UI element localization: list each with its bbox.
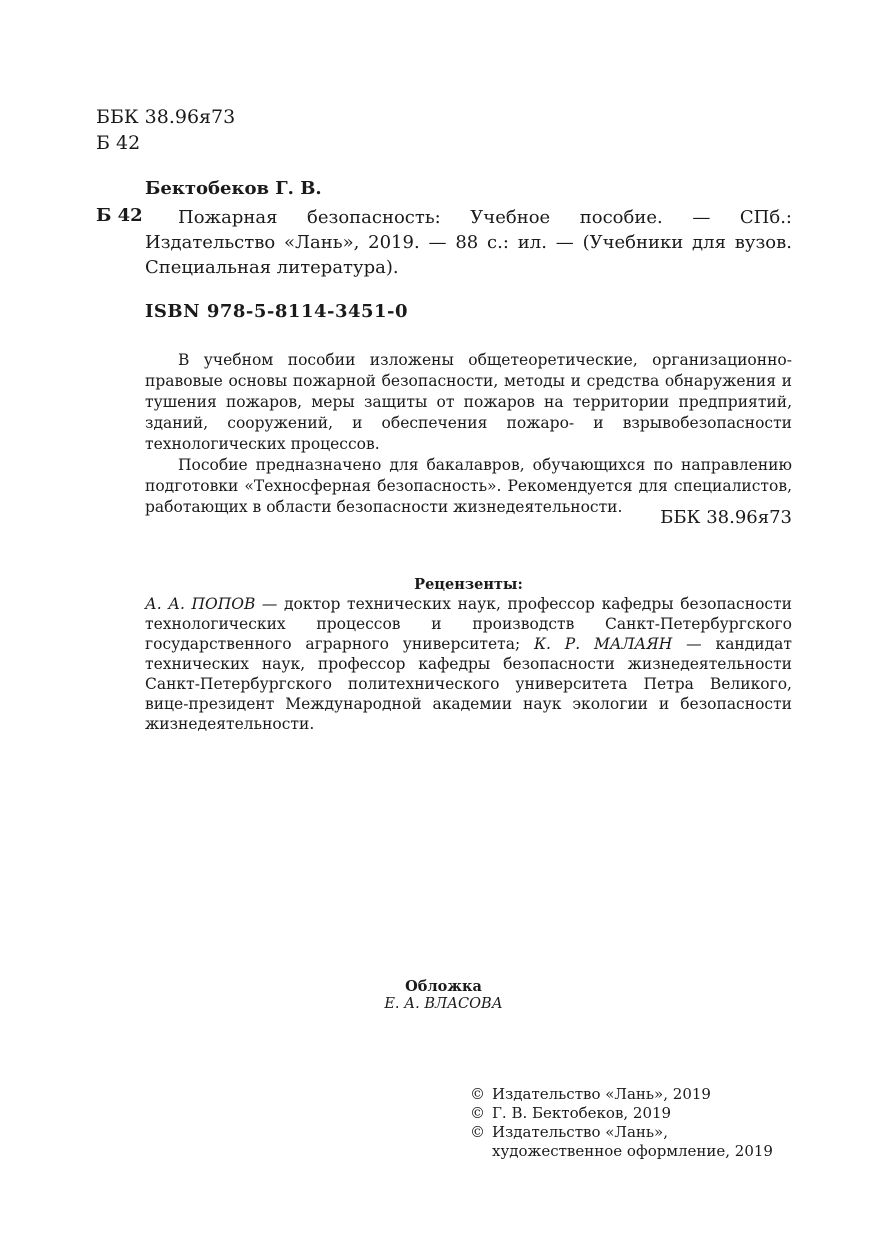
reviewers-text	[145, 594, 792, 734]
author-sign-label: Б 42	[96, 205, 143, 226]
annotation-paragraph: Пособие предназначено для бакалавров, обучающихся по направлению подготовки «Техносферная безопасность». Рекомендуется для специалистов, работающих в области безопасности жизнедеятельности.	[145, 456, 792, 516]
bbk-classification-right: ББК 38.96я73	[660, 507, 792, 528]
bbk-classification-top	[96, 104, 235, 156]
bibliographic-text: Пожарная безопасность: Учебное пособие. — СПб.: Издательство «Лань», 2019. — 88 с.: ил. — (Учебники для вузов. Специальная литература).	[145, 207, 792, 278]
author-name: Бектобеков Г. В.	[145, 178, 322, 199]
author-sign-code: Б 42	[96, 132, 141, 154]
cover-designer: Е. А. ВЛАСОВА	[384, 996, 503, 1012]
bbk-code: ББК 38.96я73	[96, 106, 236, 128]
annotation	[145, 350, 792, 518]
copyright-block	[470, 1085, 773, 1161]
reviewer-description: — доктор технических наук, профессор кафедры безопасности технологических процессов и производств Санкт-Петербургского государственного аграрного университета;	[145, 595, 792, 653]
copyright-text: Г. В. Бектобеков, 2019	[492, 1104, 672, 1122]
copyright-text: Издательство «Лань», 2019	[492, 1085, 711, 1103]
reviewer-name: А. А. ПОПОВ	[145, 595, 256, 613]
copyright-text: Издательство «Лань»,	[492, 1123, 669, 1141]
copyright-line	[470, 1123, 773, 1142]
copyright-line	[470, 1104, 773, 1123]
copyright-icon: ©	[470, 1123, 485, 1141]
copyright-line	[470, 1085, 773, 1104]
annotation-paragraph: В учебном пособии изложены общетеоретические, организационно-правовые основы пожарной безопасности, методы и средства обнаружения и тушения пожаров, меры защиты от пожаров на территории предприятий, зданий, сооружений, и обеспечения пожаро- и взрывобезопасности технологических процессов.	[145, 351, 792, 453]
isbn: ISBN 978-5-8114-3451-0	[145, 301, 409, 322]
copyright-icon: ©	[470, 1085, 485, 1103]
reviewer-description: — кандидат технических наук, профессор кафедры безопасности жизнедеятельности Санкт-Петербургского политехнического университета Петра Великого, вице-президент Международной академии наук экологии и безопасности жизнедеятельности.	[145, 635, 792, 733]
copyright-icon: ©	[470, 1104, 485, 1122]
reviewer-name: К. Р. МАЛАЯН	[534, 635, 673, 653]
cover-heading: Обложка	[405, 978, 482, 995]
copyright-text-continued: художественное оформление, 2019	[492, 1142, 773, 1160]
reviewers-heading: Рецензенты:	[414, 576, 523, 593]
bibliographic-description	[145, 205, 792, 280]
